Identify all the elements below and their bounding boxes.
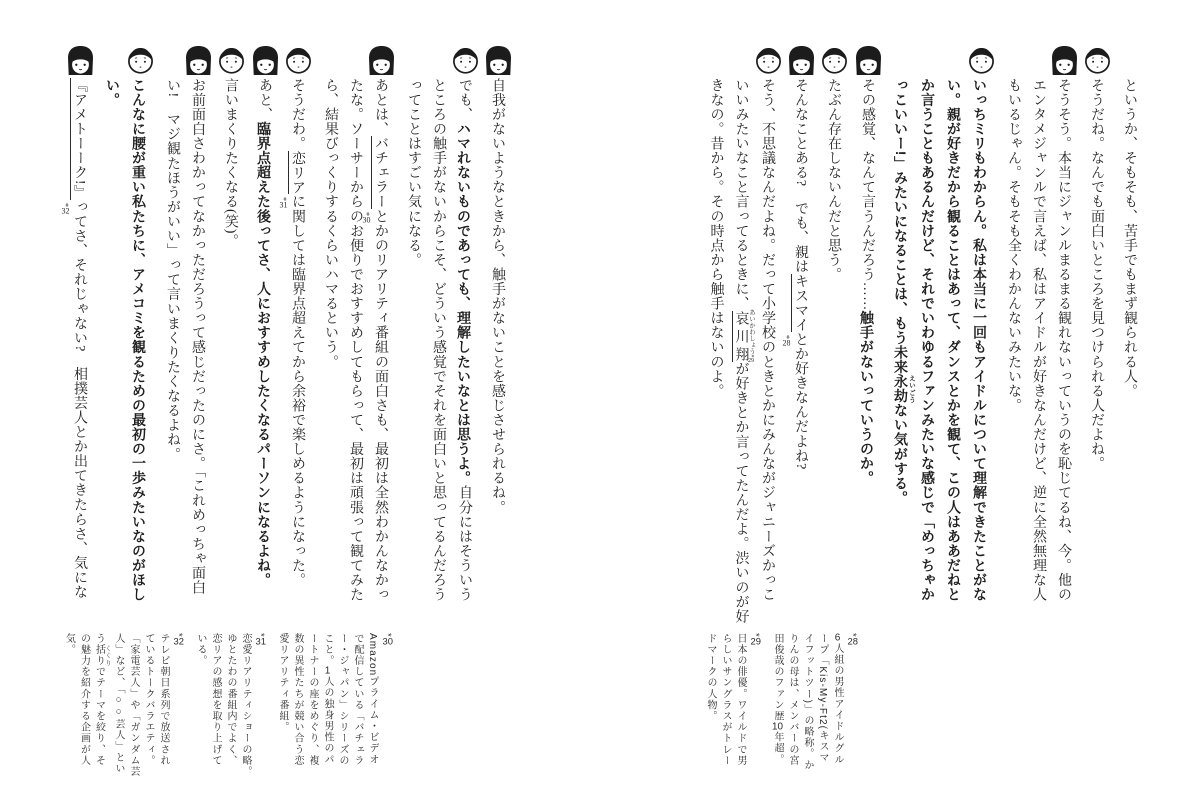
text-segment: でも、	[457, 78, 472, 122]
dialogue-turn	[1117, 78, 1142, 608]
book-page-left	[59, 78, 510, 608]
text-segment: たぶん存在しないんだと思う。	[826, 78, 841, 282]
footnote	[275, 633, 395, 793]
text-column	[343, 78, 371, 606]
round-face-avatar-icon	[1084, 45, 1111, 75]
text-segment: ているトークバラエティ。	[143, 633, 154, 767]
footnote-number: *32	[173, 633, 184, 647]
footnotes-left	[55, 633, 396, 793]
footnote-column	[365, 633, 380, 791]
footnote-column	[193, 633, 208, 791]
text-column	[888, 78, 915, 606]
text-column	[821, 78, 846, 606]
footnote-column	[320, 633, 335, 791]
bob-hair-avatar-icon	[855, 45, 882, 75]
text-segment: きなの。昔から。その時点から触手はないのよ。	[708, 78, 724, 399]
dialogue-turn	[218, 78, 243, 608]
text-segment: バチェラー *30	[362, 136, 388, 224]
text-segment: 自我がないようなときから、触手がないことを感じさせられるね。	[490, 78, 505, 515]
text-column	[362, 78, 393, 606]
text-segment: に関しては臨界点超えてから余裕で楽しめるようになった。	[290, 194, 305, 588]
text-column	[126, 78, 152, 606]
text-segment: ってさ、それじゃない? 相撲芸人とか出てきたらさ、気にな	[72, 199, 87, 600]
footnote-column	[770, 633, 785, 791]
footnote-column	[733, 633, 748, 791]
dialogue-turn	[888, 78, 993, 608]
footnote-column	[223, 633, 238, 791]
text-segment: ートナーの座をめぐり、複	[307, 633, 318, 767]
text-segment: ない気がする。	[893, 403, 909, 506]
footnote-column	[305, 633, 320, 791]
text-segment: の魅力を紹介する企画が人	[78, 633, 90, 767]
text-segment: 恋愛リアリティショーの略。	[240, 633, 251, 778]
text-segment: ってことはすごい気になる。	[406, 78, 421, 268]
text-column	[755, 78, 780, 606]
footnote-column	[238, 633, 253, 791]
text-column	[185, 78, 210, 606]
text-segment: らしいサングラスがトレー	[720, 633, 731, 767]
dialogue-turn	[704, 78, 781, 624]
text-segment: 愛リアリティ番組。	[277, 633, 288, 733]
text-column	[426, 78, 451, 606]
text-segment: っこいいー!」みたいになることは、もう未来	[893, 78, 909, 375]
text-column	[100, 78, 126, 606]
dialogue-turn	[100, 78, 152, 608]
text-segment: 「家電芸人」や「ガンダム芸	[128, 633, 139, 778]
speaker-a-avatar	[67, 45, 94, 75]
text-column	[941, 78, 967, 606]
text-segment: いっちミリもわからん。私は本当に一回もアイドルについて理解できたことがな	[972, 78, 988, 602]
text-segment: 田俊哉のファン歴	[772, 633, 783, 722]
footnote	[703, 633, 763, 793]
footnote-column	[800, 633, 815, 791]
dialogue-turn	[279, 78, 310, 608]
footnote-column	[141, 633, 156, 791]
text-segment: その感覚、なんて言うんだろう……	[860, 78, 875, 311]
speaker-b-avatar	[755, 45, 782, 75]
text-segment: そうだわ。	[290, 78, 305, 151]
footnote-column	[92, 633, 112, 791]
text-column	[160, 78, 185, 606]
text-segment: い。親が好きだから観ることはあって、ダンスとかを観て、この人はああだねと	[946, 78, 962, 602]
text-segment: キスマイ *28	[782, 273, 808, 348]
text-column	[61, 78, 92, 606]
dialogue-turn	[854, 78, 880, 608]
footnote-column	[718, 633, 733, 791]
bob-hair-avatar-icon	[67, 45, 94, 75]
text-segment: イフットツー)」の略称。か	[802, 633, 813, 771]
text-segment: 6	[834, 633, 841, 643]
bob-hair-avatar-icon	[252, 45, 279, 75]
bob-hair-avatar-icon	[485, 45, 512, 75]
speaker-a-avatar	[855, 45, 882, 75]
text-segment: 自分にはそういう	[457, 485, 472, 602]
text-segment: 永劫 えいごう	[893, 374, 915, 404]
speaker-b-avatar	[1084, 45, 1111, 75]
speaker-a-avatar	[368, 45, 395, 75]
text-segment: エンタメジャンルで言えば、私はアイドルが好きなんだけど、逆に全然無理な人	[1031, 78, 1046, 602]
text-segment: プライム・ビデオ	[367, 676, 378, 766]
text-segment: い。	[105, 78, 121, 108]
text-segment: あと、	[257, 78, 272, 122]
text-column	[251, 78, 277, 606]
dialogue-turn	[1084, 78, 1109, 608]
text-segment: 言いまくりたくなる(笑)。	[223, 78, 238, 249]
text-column	[1084, 78, 1109, 606]
text-segment: ドマークの人物。	[705, 633, 716, 722]
footnote-ref: *32	[61, 202, 70, 215]
text-segment: Amazon	[367, 633, 378, 677]
speaker-b-avatar	[127, 45, 154, 75]
text-segment: 気。	[63, 633, 75, 656]
text-column	[1117, 78, 1142, 606]
text-segment: 10	[772, 721, 783, 732]
footnote-column	[156, 633, 171, 791]
text-column	[318, 78, 343, 606]
footnote-column	[290, 633, 305, 791]
footnote-column	[275, 633, 290, 791]
text-column	[279, 78, 310, 606]
text-column	[1026, 78, 1051, 606]
text-column	[1001, 78, 1026, 606]
speaker-a-avatar	[1051, 45, 1078, 75]
text-segment: でテーマを絞り、そ	[93, 666, 105, 767]
footnote	[193, 633, 268, 793]
footnote-column	[335, 633, 350, 791]
text-column	[704, 78, 729, 606]
footnote-number: *28	[847, 633, 858, 647]
text-column	[1051, 78, 1076, 606]
bob-hair-avatar-icon	[368, 45, 395, 75]
text-segment: が好きとか言ってたんだよ。渋いのが好	[733, 361, 749, 624]
speaker-b-avatar	[285, 45, 312, 75]
text-segment: ところの触手がないからこそ、どういう感覚でそれを面白いと思ってるんだろう	[431, 78, 446, 602]
text-segment: たな。ソーサーからのお便りでおすすめしてもらって、最初は頑張って観てみた	[348, 78, 363, 602]
dialogue-turn	[318, 78, 393, 608]
text-segment: テレビ朝日系列で放送され	[158, 633, 169, 767]
text-column	[967, 78, 993, 606]
round-face-avatar-icon	[452, 45, 479, 75]
text-segment: お前面白さわかってなかっただろうって感じだったのにさ。「これめっちゃ面白	[190, 78, 205, 595]
footnote-column	[111, 633, 126, 791]
round-face-avatar-icon	[968, 45, 995, 75]
text-segment: 年超。	[772, 731, 783, 766]
bob-hair-avatar-icon	[788, 45, 815, 75]
text-segment: 『アメトーーク!』 *32	[61, 78, 87, 215]
round-face-avatar-icon	[218, 45, 245, 75]
footnote	[62, 633, 187, 793]
round-face-avatar-icon	[127, 45, 154, 75]
footnote-column	[830, 633, 845, 791]
footnote-number: *30	[382, 633, 393, 647]
text-segment: 数の異性たちが競い合う恋	[292, 633, 303, 767]
speaker-b-avatar	[218, 45, 245, 75]
footnote-column	[62, 633, 77, 791]
dialogue-turn	[61, 78, 92, 608]
speaker-a-avatar	[485, 45, 512, 75]
text-segment: 日本の俳優。ワイルドで男	[735, 633, 746, 767]
dialogue-turn	[401, 78, 477, 608]
text-segment: とかのリアリティ番組の面白さも、最初は全然わかんなかっ	[373, 208, 388, 602]
text-segment: こと。	[322, 633, 333, 667]
text-segment: う	[93, 633, 105, 645]
text-segment: りんの母は、メンバーの宮	[787, 633, 798, 767]
text-segment: もいるじゃん。そもそも全くわかんないみたいな。	[1006, 78, 1021, 413]
footnote-number: *31	[255, 633, 266, 647]
text-segment: そうだね。なんでも面白いところを見つけられる人だよね。	[1089, 78, 1104, 471]
text-column	[915, 78, 941, 606]
footnote-column	[77, 633, 92, 791]
text-segment: Kis-My-Ft2	[817, 666, 828, 726]
text-segment: (キスマ	[817, 725, 828, 764]
text-segment: ー・ジャパン」シリーズの	[337, 633, 348, 767]
text-segment: というか、そもそも、苦手でもまず観られる人。	[1122, 78, 1137, 399]
text-segment: 人」など、「○○芸人」とい	[113, 633, 124, 775]
bob-hair-avatar-icon	[1051, 45, 1078, 75]
text-segment: で配信している「バチェラ	[352, 633, 363, 767]
text-column	[854, 78, 880, 606]
speaker-a-avatar	[252, 45, 279, 75]
text-segment: か言うこともあるんだけど、それでいわゆるファンみたいな感じで「めっちゃか	[920, 78, 936, 602]
text-column	[782, 78, 813, 606]
book-page-right	[696, 78, 1143, 624]
text-column	[485, 78, 510, 606]
dialogue-turn	[160, 78, 210, 608]
footnote-column	[815, 633, 830, 791]
dialogue-turn	[782, 78, 813, 608]
text-segment: い! マジ観たほうがいい」って言いまくりたくなるよね。	[165, 78, 180, 462]
round-face-avatar-icon	[285, 45, 312, 75]
text-segment: こんなに腰が重い私たちに、アメコミを観るための最初の一歩みたいなのがほし	[131, 78, 147, 602]
footnote-column	[703, 633, 718, 791]
text-segment: 人組の男性アイドルグル	[832, 643, 843, 766]
footnote-number: *29	[750, 633, 761, 647]
text-column	[401, 78, 426, 606]
speaker-b-avatar	[452, 45, 479, 75]
text-segment: 人の独身男性のパ	[322, 676, 333, 766]
footnote-column	[785, 633, 800, 791]
text-segment: そんなことある? でも、親は	[793, 78, 808, 274]
text-column	[729, 78, 756, 624]
text-segment: 括り くくり	[93, 644, 111, 667]
text-segment: 1	[324, 666, 331, 677]
text-segment: 触手がないっていうのか。	[859, 310, 875, 486]
footnote-column	[350, 633, 365, 791]
text-segment: とか好きなんだよね?	[793, 332, 808, 470]
speaker-a-avatar	[788, 45, 815, 75]
text-segment: 臨界点超えた後ってさ、人におすすめしたくなるパーソンになるよね。	[256, 121, 272, 588]
footnote-ref: *30	[362, 211, 371, 224]
text-segment: 恋リアの感想を取り上げて	[210, 633, 221, 767]
text-segment: ハマれないものであっても、理解したいなとは思うよ。	[456, 121, 472, 486]
text-segment: 哀川翔 あいかわしょう*29	[733, 309, 755, 364]
text-segment: そうそう。本当にジャンルまるまる観れないっていうのを恥じてるね、今。他の	[1056, 78, 1071, 602]
footnote	[770, 633, 860, 793]
text-segment: あとは、	[373, 78, 388, 137]
text-segment: いる。	[195, 633, 206, 667]
round-face-avatar-icon	[755, 45, 782, 75]
dialogue-turn	[821, 78, 846, 608]
footnotes-right	[696, 633, 860, 793]
round-face-avatar-icon	[821, 45, 848, 75]
dialogue-turn	[251, 78, 277, 608]
text-column	[451, 78, 477, 606]
text-segment: 恋リア *31	[279, 150, 305, 210]
footnote-column	[208, 633, 223, 791]
text-segment: ープ「	[817, 633, 828, 667]
speaker-b-avatar	[968, 45, 995, 75]
speaker-b-avatar	[821, 45, 848, 75]
text-column	[218, 78, 243, 606]
dialogue-turn	[1001, 78, 1076, 608]
speaker-a-avatar	[185, 45, 212, 75]
bob-hair-avatar-icon	[185, 45, 212, 75]
text-segment: そう、不思議なんだよね。だって小学校のときとかにみんながジャニーズかっこ	[760, 78, 775, 602]
footnote-ref: *28	[782, 335, 791, 348]
dialogue-turn	[485, 78, 510, 608]
text-segment: ゆとたわの番組内でよく、	[225, 633, 236, 767]
text-segment: いいみたいなこと言ってるときに、	[733, 78, 749, 311]
footnote-column	[126, 633, 141, 791]
text-segment: ら、結果びっくりするくらいハマるという。	[323, 78, 338, 369]
footnote-ref: *31	[279, 197, 288, 210]
